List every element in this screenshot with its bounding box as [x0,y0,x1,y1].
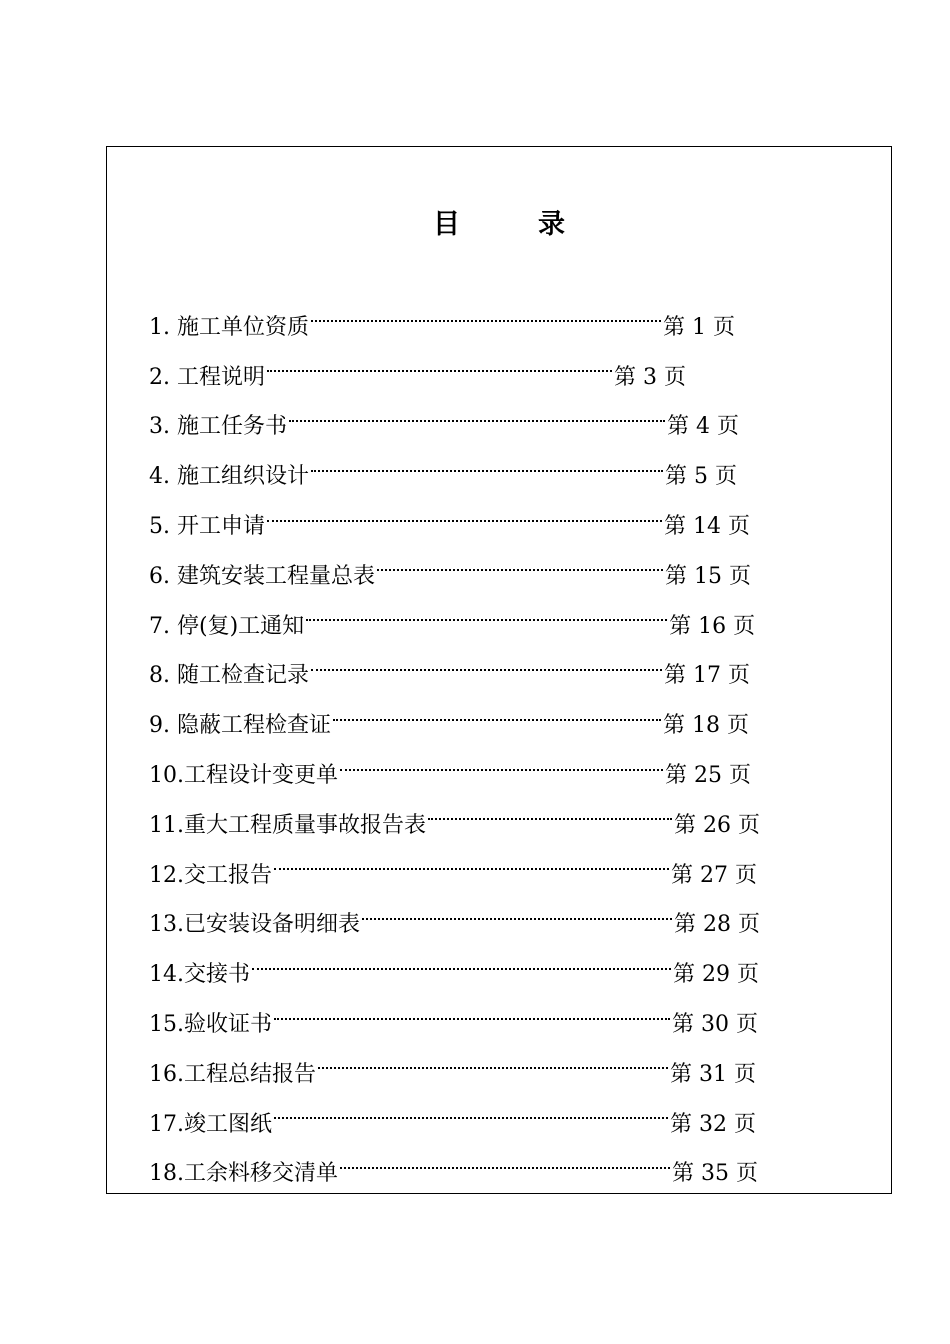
toc-leader-dots [340,1166,670,1169]
toc-leader-dots [267,369,612,372]
toc-entry-label: 4. 施工组织设计 [149,464,309,490]
toc-leader-dots [311,319,661,322]
toc-entry-page: 第 25 页 [665,763,751,789]
toc-entry [149,851,789,901]
toc-entry-page: 第 16 页 [669,613,756,639]
toc-entry-page: 第 4 页 [666,414,739,440]
toc-entry-label: 13.已安装设备明细表 [149,912,360,938]
toc-leader-dots [311,668,662,671]
toc-leader-dots [306,618,667,621]
toc-entry-label: 2. 工程说明 [149,364,265,390]
toc-entry-label: 9. 隐蔽工程检查证 [149,713,331,739]
toc-entry [149,303,789,353]
toc-entry [149,801,789,851]
toc-leader-dots [318,1066,668,1069]
toc-entry [149,502,789,552]
toc-entry [149,552,789,602]
toc-list [149,303,789,1199]
toc-entry-label: 1. 施工单位资质 [149,314,309,340]
toc-entry-label: 3. 施工任务书 [149,414,287,440]
toc-leader-dots [333,718,661,721]
toc-entry-page: 第 1 页 [662,314,735,340]
toc-entry [149,950,789,1000]
toc-entry-page: 第 3 页 [613,364,686,390]
toc-entry [149,1050,789,1100]
toc-entry-label: 17.竣工图纸 [149,1111,272,1137]
toc-entry-page: 第 5 页 [664,464,737,490]
toc-entry-label: 6. 建筑安装工程量总表 [149,563,375,589]
toc-leader-dots [377,568,663,571]
toc-entry-page: 第 15 页 [664,563,751,589]
toc-entry [149,452,789,502]
toc-entry [149,901,789,951]
toc-entry-page: 第 27 页 [671,862,757,888]
toc-entry-label: 7. 停(复)工通知 [149,613,305,639]
toc-entry [149,403,789,453]
toc-entry-label: 15.验收证书 [149,1012,272,1038]
toc-entry-page: 第 29 页 [673,962,759,988]
toc-entry-label: 10.工程设计变更单 [149,763,338,789]
toc-entry-page: 第 14 页 [663,514,750,540]
toc-entry-page: 第 31 页 [670,1061,756,1087]
toc-entry-label: 14.交接书 [149,962,250,988]
toc-entry-page: 第 32 页 [670,1111,756,1137]
toc-entry-label: 12.交工报告 [149,862,272,888]
toc-leader-dots [274,1116,668,1119]
toc-leader-dots [274,1017,670,1020]
toc-entry-label: 8. 随工检查记录 [149,663,309,689]
toc-title [106,205,892,245]
toc-entry [149,701,789,751]
toc-entry [149,1000,789,1050]
toc-leader-dots [267,519,662,522]
toc-entry [149,652,789,702]
toc-entry-label: 11.重大工程质量事故报告表 [149,812,426,838]
toc-entry-page: 第 17 页 [663,663,750,689]
toc-entry-page: 第 18 页 [662,713,749,739]
toc-leader-dots [340,768,663,771]
toc-leader-dots [311,469,663,472]
toc-entry-page: 第 26 页 [674,812,760,838]
toc-entry [149,602,789,652]
toc-entry-label: 18.工余料移交清单 [149,1161,338,1187]
toc-entry-page: 第 35 页 [672,1161,758,1187]
toc-title-char-1: 目 [433,209,460,240]
toc-entry [149,751,789,801]
toc-leader-dots [428,817,672,820]
toc-entry-page: 第 28 页 [674,912,760,938]
toc-leader-dots [289,419,665,422]
toc-leader-dots [252,967,671,970]
toc-entry [149,1150,789,1200]
toc-entry-label: 16.工程总结报告 [149,1061,316,1087]
toc-entry [149,353,789,403]
toc-entry-label: 5. 开工申请 [149,514,265,540]
toc-title-char-2: 录 [538,209,565,240]
toc-leader-dots [274,867,669,870]
toc-entry [149,1100,789,1150]
toc-leader-dots [362,917,672,920]
toc-entry-page: 第 30 页 [672,1012,758,1038]
